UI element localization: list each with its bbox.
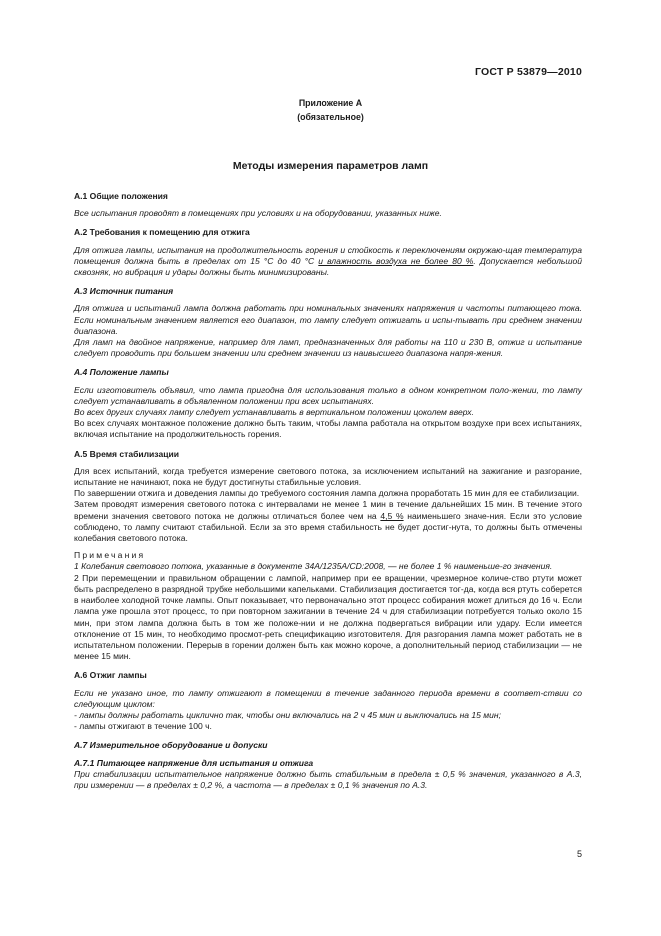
section-a5-paragraph-3-part2: наименьшего значе-ния. Если это условие соблюдено, то лампу считают стабильной. Если за это время стабильность не будет достиг-нута, то должны быть отмечены колебания светового потока. bbox=[74, 510, 583, 544]
section-a5-paragraph-1: Для всех испытаний, когда требуется измерение светового потока, за исключением испытаний на зажигание и разгорание, испытание не начинают, пока не будут достигнуты стабильные условия. bbox=[74, 465, 582, 488]
section-a4-paragraph-2: Во всех других случаях лампу следует устанавливать в вертикальном положении цоколем вверх. bbox=[74, 407, 474, 418]
note-1: 1 Колебания светового потока, указанные в документе 34А/1235А/CD:2008, — не более 1 % наименьше-го значения. bbox=[74, 561, 553, 572]
section-a3-paragraph-2: Для ламп на двойное напряжение, например для ламп, предназначенных для работы на 110 и 230 В, отжиг и испытание следует проводить при большем значении или среднем значении из наивысшего диапазона напря-жения. bbox=[74, 337, 582, 359]
section-a5-paragraph-3-part1: Затем проводят измерения светового потока с интервалами не менее 1 мин в течение дальнейших 15 мин. В течение этого времени значения светового потока не должны отличаться более чем на bbox=[74, 499, 582, 521]
annex-status: (обязательное) bbox=[297, 112, 364, 122]
standard-number: ГОСТ Р 53879—2010 bbox=[474, 66, 582, 78]
section-a1-text: Все испытания проводят в помещениях при условиях и на оборудовании, указанных ниже. bbox=[74, 208, 442, 219]
section-a2-text bbox=[74, 245, 582, 279]
section-a2-text-part1: Для отжига лампы, испытания на продолжительность горения и стойкость к переключениям окружаю-щая температура помещения должна быть в пределах от 15 °С до 40 °С bbox=[74, 244, 582, 266]
section-a4-paragraph-1: Если изготовитель объявил, что лампа пригодна для использования только в одном конкретном поло-жении, то лампу следует устанавливать в объявленном положении при всех испытаниях. bbox=[74, 384, 582, 406]
section-a5-paragraph-2: По завершении отжига и доведения лампы до требуемого состояния лампа должна проработать 15 мин для ее стабилизации. bbox=[74, 488, 580, 499]
section-a5-heading: А.5 Время стабилизации bbox=[74, 448, 179, 459]
annex-label: Приложение А bbox=[298, 98, 363, 108]
section-a2-underlined: и влажность воздуха не более 80 % bbox=[318, 255, 474, 266]
section-a7-heading: А.7 Измерительное оборудование и допуски bbox=[74, 740, 268, 751]
annex-heading bbox=[0, 96, 661, 124]
notes-title: Примечания bbox=[74, 550, 146, 561]
section-a5-underlined-value: 4,5 % bbox=[380, 510, 404, 521]
section-a5-paragraph-3 bbox=[74, 499, 582, 544]
section-a2-heading: А.2 Требования к помещению для отжига bbox=[74, 227, 250, 238]
section-a2-text-part2: . Допускается небольшой сквозняк, но вибрация и удары должны быть минимизированы. bbox=[74, 255, 582, 278]
document-body bbox=[74, 191, 582, 791]
page-title: Методы измерения параметров ламп bbox=[232, 160, 429, 172]
section-a7-1-paragraph: При стабилизации испытательное напряжение должно быть стабильным в предела ± 0,5 % значения, указанного в А.3, при измерении — в пределах ± 0,2 %, а частота — в пределах ± 0,1 % значения по А.3. bbox=[74, 768, 582, 790]
section-a6-paragraph-1: Если не указано иное, то лампу отжигают в помещении в течение заданного периода времени в соответ-ствии со следующим циклом: bbox=[74, 687, 582, 709]
section-a4-heading: А.4 Положение лампы bbox=[74, 367, 169, 378]
section-a3-paragraph-1: Для отжига и испытаний лампа должна работать при номинальных значениях напряжения и частоты питающего тока. Если номинальным значением является его диапазон, то лампу следует отжигать и испы-тывать при среднем значении диапазона. bbox=[74, 303, 582, 336]
section-a4-paragraph-3: Во всех случаях монтажное положение должно быть таким, чтобы лампа работала на открытом воздухе при всех испытаниях, включая испытание на продолжительность горения. bbox=[74, 418, 582, 440]
section-a7-1-heading: А.7.1 Питающее напряжение для испытания и отжига bbox=[74, 757, 314, 768]
list-item: - лампы должны работать циклично так, чтобы они включались на 2 ч 45 мин и выключались на 15 мин; bbox=[74, 709, 501, 720]
page-number: 5 bbox=[576, 849, 582, 859]
list-item: - лампы отжигают в течение 100 ч. bbox=[74, 721, 212, 732]
section-a3-heading: А.3 Источник питания bbox=[74, 286, 174, 297]
section-a6-heading: А.6 Отжиг лампы bbox=[74, 670, 147, 681]
note-2: 2 При перемещении и правильном обращении с лампой, например при ее вращении, чрезмерное количе-ство ртути может быть распределено в разрядной трубке небольшими капельками. Стабилизация достигается тог-да, когда вся ртуть соберется в наиболее холодной точке лампы. Опыт показывает, что первоначально этот процесс собирания может длиться до 16 ч. Если лампа уже прошла этот процесс, то при повторном зажигании в течение 24 ч для стабилизации потребуется только около 15 мин, при этом лампа должна быть в том же положе-нии и не должна подвергаться вибрации или удару. Если имеется отклонение от 15 мин, то необходимо просмот-реть спецификацию изготовителя. Для разгорания лампа может работать не в испытательном положении. Перерыв в горении должен быть как можно короче, а дополнительный период стабилизации — не менее 15 мин. bbox=[74, 572, 582, 662]
section-a1-heading: А.1 Общие положения bbox=[74, 191, 168, 201]
